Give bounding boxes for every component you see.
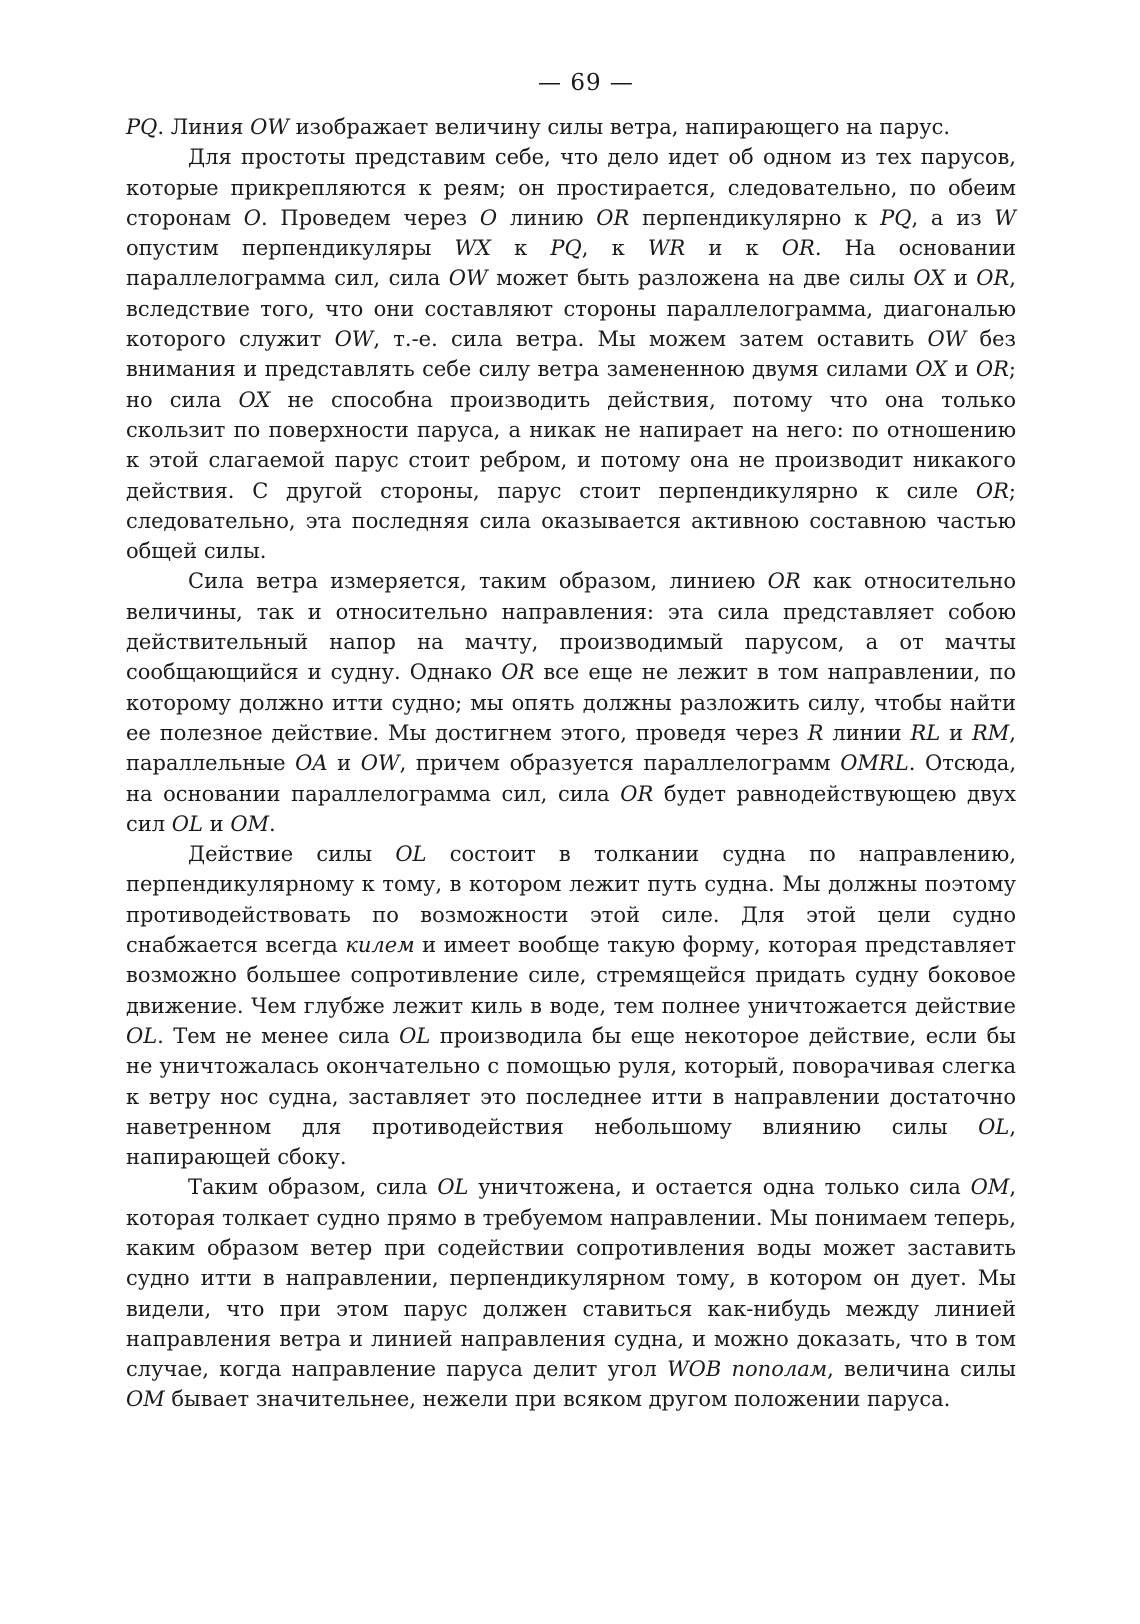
italic-term: W: [994, 205, 1017, 230]
italic-term: OW: [448, 266, 488, 291]
italic-term: PQ: [550, 236, 582, 261]
italic-term: OL: [978, 1114, 1010, 1139]
italic-term: O: [479, 205, 498, 230]
italic-term: OM: [230, 811, 270, 836]
italic-term: OA: [295, 751, 328, 776]
italic-term: WR: [647, 236, 686, 261]
italic-term: OR: [620, 781, 654, 806]
italic-term: OR: [975, 478, 1009, 503]
italic-term: PQ: [880, 205, 912, 230]
italic-term: WX: [454, 236, 491, 261]
italic-term: OR: [501, 660, 535, 685]
italic-term: O: [243, 205, 261, 230]
italic-term: OL: [126, 1023, 158, 1048]
italic-term: OW: [334, 327, 374, 352]
italic-term: OR: [976, 266, 1010, 291]
italic-term: OR: [975, 357, 1009, 382]
italic-term: OW: [360, 751, 400, 776]
italic-term: OX: [913, 266, 946, 291]
italic-term: OM: [970, 1175, 1010, 1200]
italic-term: OMRL: [840, 751, 909, 776]
italic-term: OR: [596, 205, 630, 230]
italic-term: PQ: [126, 115, 158, 139]
italic-term: RL: [910, 720, 941, 745]
italic-term: RM: [971, 720, 1010, 745]
paragraph-1: PQ. Линия OW изображает величину силы ветра, напирающего на парус.: [126, 115, 951, 139]
italic-term: WOB пополам: [667, 1357, 828, 1382]
italic-term: OR: [781, 236, 815, 261]
italic-term: OL: [171, 811, 203, 836]
italic-term: килем: [345, 933, 415, 958]
italic-term: OL: [437, 1175, 469, 1200]
paragraph-3: Сила ветра измеряется, таким образом, линиею OR как относительно величины, так и относительно направления: эта сила представляет собою действительный напор на мачту, производимый парусом, а от мачты сообщающийся и судну. Однако OR все еще не лежит в том направлении, по которому должно итти судно; мы опять должны разложить силу, чтобы найти ее полезное действие. Мы достигнем этого, проведя через R линии RL и RM, параллельные OA и OW, причем образуется параллелограмм OMRL. Отсюда, на основании параллелограмма сил, сила OR будет равнодействующею двух сил OL и OM.: [126, 569, 1016, 836]
italic-term: OW: [927, 327, 967, 352]
italic-term: OX: [238, 387, 271, 412]
italic-term: OR: [767, 569, 801, 594]
paragraph-2: Для простоты представим себе, что дело идет об одном из тех парусов, которые прикрепляются к реям; он простирается, следовательно, по обеим сторонам O. Проведем через O линию OR перпендикулярно к PQ, а из W опустим перпендикуляры WX к PQ, к WR и к OR. На основании параллелограмма сил, сила OW может быть разложена на две силы OX и OR, вследствие того, что они составляют стороны параллелограмма, диагональю которого служит OW, т.-е. сила ветра. Мы можем затем оставить OW без внимания и представлять себе силу ветра замененною двумя силами OX и OR; но сила OX не способна производить действия, потому что она только скользит по поверхности паруса, а никак не напирает на него: по отношению к этой слагаемой парус стоит ребром, и потому она не производит никакого действия. С другой стороны, парус стоит перпендикулярно к силе OR; следовательно, эта последняя сила оказывается активною составною частью общей силы.: [126, 145, 1017, 564]
paragraph-5: Таким образом, сила OL уничтожена, и остается одна только сила OM, которая толкает судно прямо в требуемом направлении. Мы понимаем теперь, каким образом ветер при содействии сопротивления воды может заставить судно итти в направлении, перпендикулярном тому, в котором он дует. Мы видели, что при этом парус должен ставиться как-нибудь между линией направления ветра и линией направления судна, и можно доказать, что в том случае, когда направление паруса делит угол WOB пополам, величина силы OM бывает значительнее, нежели при всяком другом положении паруса.: [126, 1175, 1017, 1412]
paragraph-4: Действие силы OL состоит в толкании судна по направлению, перпендикулярному к тому, в котором лежит путь судна. Мы должны поэтому противодействовать по возможности этой силе. Для этой цели судно снабжается всегда килем и имеет вообще такую форму, которая представляет возможно большее сопротивление силе, стремящейся придать судну боковое движение. Чем глубже лежит киль в воде, тем полнее уничтожается действие OL. Тем не менее сила OL производила бы еще некоторое действие, если бы не уничтожалась окончательно с помощью руля, который, поворачивая слегка к ветру нос судна, заставляет это последнее итти в направлении достаточно наветренном для противодействия небольшому влиянию силы OL, напирающей сбоку.: [126, 842, 1016, 1170]
italic-term: OL: [399, 1023, 431, 1048]
italic-term: OM: [126, 1387, 165, 1412]
page-number: — 69 —: [538, 70, 634, 96]
italic-term: R: [807, 720, 824, 745]
text-body: [126, 112, 1016, 1415]
italic-term: OX: [915, 357, 948, 382]
book-page: [126, 70, 1016, 1415]
italic-term: OW: [250, 115, 289, 139]
italic-term: OL: [395, 842, 427, 867]
